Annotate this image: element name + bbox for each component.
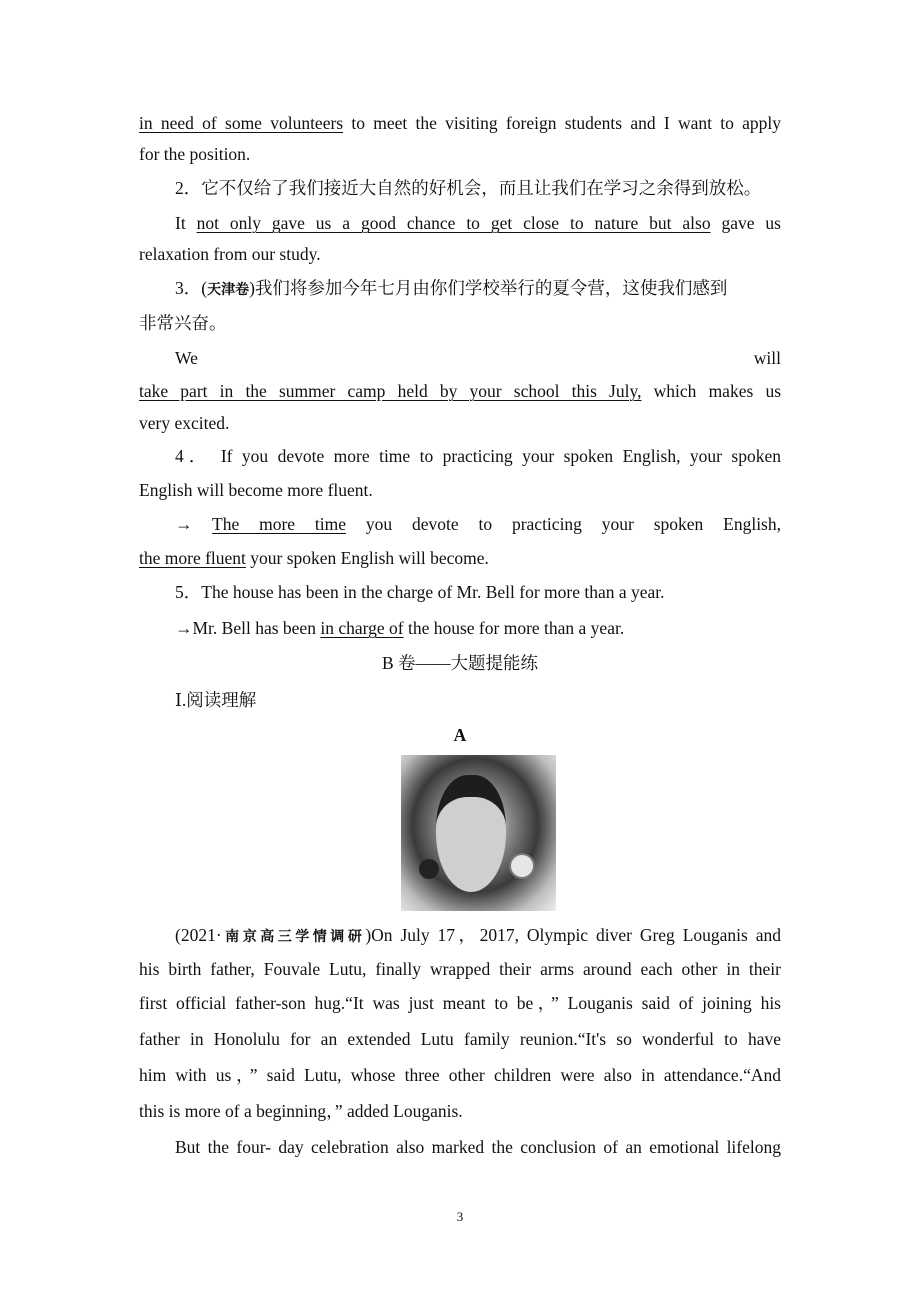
passage-label: A [453,725,467,745]
text: )我们将参加今年七月由你们学校举行的夏令营，这使我们感到 [249,278,728,298]
source-tag: 天津卷 [207,282,250,298]
text: your spoken English will become. [245,548,489,568]
passage-line [175,924,781,948]
text-line [139,112,781,134]
text: gave us [710,213,781,233]
text: which makes us [641,381,781,401]
arrow-text: → [175,514,213,534]
athlete-photo [401,755,556,911]
text-line: for the position. [139,144,251,164]
text-line: 5．The house has been in the charge of Mr. Bell for more than a year. [175,582,665,602]
text-line [175,513,781,535]
microphone-shape [419,859,439,879]
text: We [175,348,198,368]
answer-blank: take part in the summer camp held by your school this July, [139,381,642,401]
text: the house for more than a year. [403,618,625,638]
passage-line: But the four- day celebration also marked the conclusion of an emotional lifelong [175,1137,781,1157]
text: to meet the visiting foreign students and I want to apply [343,113,781,133]
passage-line: him with us，” said Lutu, whose three other children were also in attendance.“And [139,1065,781,1085]
text: (2021· [175,925,222,945]
text-line: 非常兴奋。 [139,313,227,333]
text: you devote to practicing your spoken English, [346,514,781,534]
section-title: B 卷——大题提能练 [381,653,539,673]
face-shape [436,775,506,892]
text: )On July 17，2017, Olympic diver Greg Louganis and [365,925,781,945]
answer-blank: not only gave us a good chance to get close to nature but also [196,213,711,233]
text-line: 2．它不仅给了我们接近大自然的好机会，而且让我们在学习之余得到放松。 [175,178,762,198]
text-line: very excited. [139,413,230,433]
passage-line: this is more of a beginning，” added Louganis. [139,1101,463,1121]
answer-blank: the more fluent [139,548,246,568]
text-line [175,277,781,301]
medal-shape [509,853,535,879]
text: 3．( [175,278,208,298]
subsection-title: Ⅰ.阅读理解 [175,690,257,710]
text: will [753,348,781,368]
text-line: 4． If you devote more time to practicing your spoken English, your spoken [175,446,781,466]
passage-line: father in Honolulu for an extended Lutu family reunion.“It's so wonderful to have [139,1029,781,1049]
text-line [175,347,781,369]
text-line [139,380,781,402]
text-line: relaxation from our study. [139,244,321,264]
page-number: 3 [456,1209,464,1224]
answer-blank: The more time [212,514,347,534]
text: →Mr. Bell has been [175,618,321,638]
text-line: English will become more fluent. [139,480,373,500]
text-line [139,547,781,569]
passage-line: his birth father, Fouvale Lutu, finally wrapped their arms around each other in their [139,959,781,979]
source-tag: 南京高三学情调研 [221,929,366,945]
text: It [175,213,197,233]
passage-line: first official father-son hug.“It was just meant to be，” Louganis said of joining his [139,993,781,1013]
answer-blank: in charge of [320,618,404,638]
answer-blank: in need of some volunteers [139,113,344,133]
text-line [175,212,781,234]
text-line [175,617,781,639]
